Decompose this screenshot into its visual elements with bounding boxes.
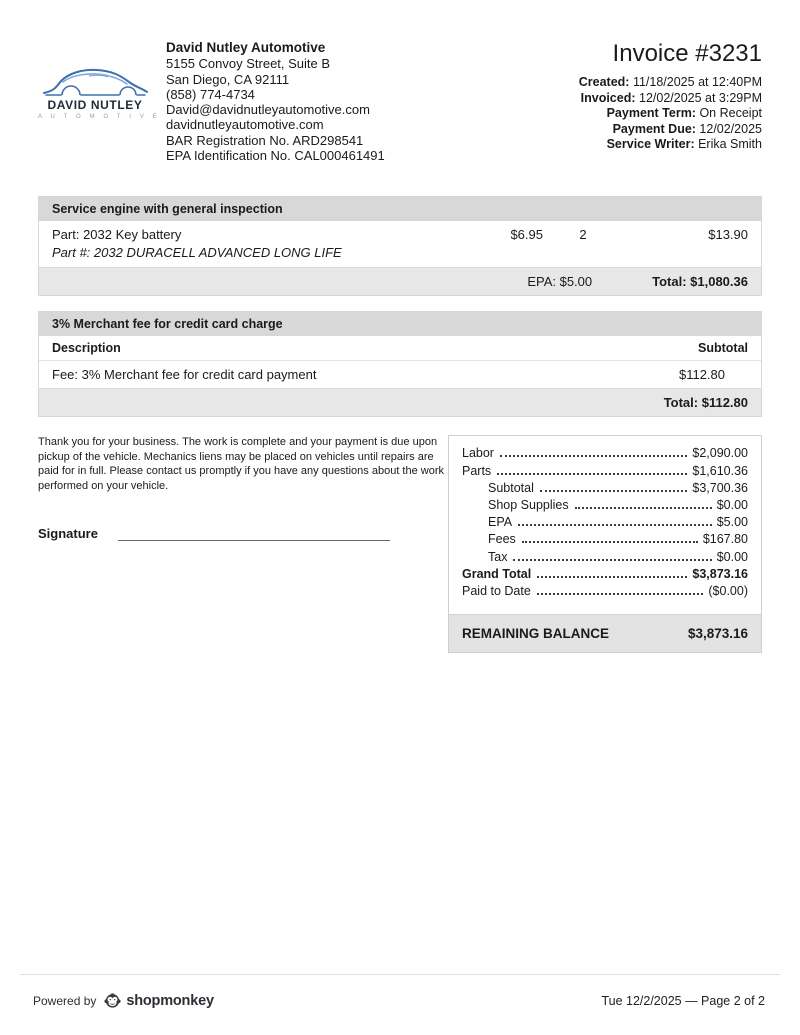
- invoice-header: [0, 0, 800, 163]
- totals-label: Parts: [462, 463, 492, 478]
- company-logo: [38, 66, 161, 163]
- remaining-balance-value: $3,873.16: [687, 626, 748, 642]
- totals-label: Paid to Date: [462, 584, 531, 598]
- company-website: davidnutleyautomotive.com: [166, 117, 324, 133]
- meta-payment-term-value: On Receipt: [695, 106, 762, 121]
- dotted-leader: [537, 593, 704, 595]
- page-footer: [0, 974, 800, 1035]
- part-name: Part: 2032 Key battery: [52, 227, 182, 243]
- meta-payment-term-label: Payment Term:: [606, 106, 696, 121]
- merchant-fee-total: Total: $112.80: [39, 388, 761, 416]
- company-address-line1: 5155 Convoy Street, Suite B: [166, 56, 331, 72]
- company-email: David@davidnutleyautomotive.com: [166, 102, 370, 118]
- meta-created-label: Created:: [578, 75, 630, 89]
- service-table: [38, 196, 762, 296]
- totals-value: $0.00: [716, 549, 748, 564]
- totals-row-subtotal: [462, 480, 748, 497]
- service-table-title: Service engine with general inspection: [39, 197, 761, 221]
- footer-row: [0, 975, 800, 1035]
- logo-wordmark: DAVID NUTLEY: [47, 98, 143, 112]
- meta-invoiced: [579, 91, 762, 107]
- invoice-meta: [579, 40, 762, 163]
- powered-by-label: Powered by: [33, 993, 97, 1008]
- dotted-leader: [500, 455, 687, 457]
- logo-subtitle: A U T O M O T I V E: [38, 114, 161, 120]
- page-info: Tue 12/2/2025 — Page 2 of 2: [601, 993, 765, 1008]
- fee-description: Fee: 3% Merchant fee for credit card payment: [52, 367, 317, 383]
- dotted-leader: [522, 541, 698, 543]
- merchant-fee-column-headers: [39, 336, 761, 361]
- dotted-leader: [497, 473, 687, 475]
- totals-label: Fees: [488, 532, 516, 547]
- totals-label: Labor: [462, 446, 494, 461]
- meta-payment-term: [579, 106, 762, 122]
- totals-row-epa: [462, 514, 748, 531]
- dotted-leader: [518, 524, 712, 526]
- totals-value: $3,873.16: [692, 566, 748, 581]
- totals-rows: [449, 436, 761, 610]
- totals-row-labor: [462, 445, 748, 462]
- shopmonkey-wordmark: shopmonkey: [126, 992, 214, 1009]
- company-name: David Nutley Automotive: [166, 40, 326, 55]
- signature-label: Signature: [38, 526, 98, 541]
- totals-label: EPA: [488, 515, 513, 530]
- thank-you-message: Thank you for your business. The work is complete and your payment is due upon pickup of the vehicle. Mechanics liens may be placed on vehicles until repairs are paid for in full. Please contact us promptly if you have any questions about the work performed on your vehicle.: [38, 436, 445, 492]
- dotted-leader: [513, 559, 711, 561]
- shopmonkey-icon: [104, 992, 121, 1009]
- totals-label: Tax: [488, 549, 508, 564]
- part-subtotal: $13.90: [708, 227, 748, 243]
- invoice-title: Invoice #3231: [612, 40, 762, 67]
- dotted-leader: [540, 490, 688, 492]
- totals-value: ($0.00): [708, 584, 748, 598]
- bottom-section: [38, 435, 762, 653]
- table-row: [39, 361, 761, 388]
- totals-row-fees: [462, 531, 748, 548]
- totals-label: Grand Total: [462, 566, 532, 581]
- totals-row-paid-to-date: [462, 583, 748, 600]
- message-column: [38, 435, 448, 541]
- part-qty: 2: [579, 227, 587, 243]
- service-table-footer: [39, 267, 761, 295]
- meta-service-writer-label: Service Writer:: [606, 137, 695, 152]
- totals-row-shop-supplies: [462, 497, 748, 514]
- totals-value: $5.00: [716, 515, 748, 530]
- meta-invoiced-value: 12/02/2025 at 3:29PM: [635, 90, 762, 105]
- company-address-line2: San Diego, CA 92111: [166, 71, 290, 87]
- totals-row-grand-total: [462, 566, 748, 583]
- company-bar-registration: BAR Registration No. ARD298541: [166, 132, 364, 148]
- company-epa-identification: EPA Identification No. CAL000461491: [166, 148, 385, 164]
- part-price: $6.95: [510, 227, 543, 243]
- totals-row-parts: [462, 463, 748, 480]
- meta-created: [579, 75, 762, 91]
- dotted-leader: [575, 507, 712, 509]
- company-info: [166, 40, 385, 163]
- totals-value: $3,700.36: [692, 480, 748, 495]
- totals-box: [448, 435, 762, 653]
- table-row: [39, 221, 761, 267]
- totals-row-tax: [462, 549, 748, 566]
- signature-row: [38, 526, 448, 541]
- meta-payment-due-label: Payment Due:: [612, 121, 696, 136]
- dotted-leader: [537, 576, 687, 578]
- totals-value: $2,090.00: [692, 446, 748, 461]
- service-total: Total: $1,080.36: [652, 274, 748, 290]
- signature-line: [118, 526, 390, 541]
- car-logo-icon: [41, 66, 149, 100]
- meta-created-value: 11/18/2025 at 12:40PM: [629, 75, 762, 89]
- service-epa-fee: EPA: $5.00: [527, 274, 593, 290]
- totals-value: $167.80: [702, 532, 748, 547]
- merchant-fee-table: [38, 311, 762, 417]
- column-subtotal: Subtotal: [698, 341, 748, 356]
- meta-service-writer: [579, 137, 762, 153]
- meta-payment-due: [579, 122, 762, 138]
- totals-label: Shop Supplies: [488, 497, 569, 512]
- merchant-fee-table-title: 3% Merchant fee for credit card charge: [39, 312, 761, 336]
- fee-subtotal: $112.80: [678, 367, 725, 383]
- totals-value: $1,610.36: [692, 463, 748, 478]
- meta-service-writer-value: Erika Smith: [694, 137, 762, 152]
- column-description: Description: [52, 341, 121, 356]
- totals-value: $0.00: [716, 497, 748, 512]
- part-number: Part #: 2032 DURACELL ADVANCED LONG LIFE: [52, 245, 342, 261]
- company-phone: (858) 774-4734: [166, 86, 255, 102]
- remaining-balance-label: REMAINING BALANCE: [462, 626, 609, 642]
- remaining-balance-bar: [449, 614, 761, 652]
- totals-label: Subtotal: [488, 480, 534, 495]
- meta-payment-due-value: 12/02/2025: [695, 121, 762, 136]
- part-description-cell: [52, 227, 453, 260]
- meta-invoiced-label: Invoiced:: [580, 90, 636, 105]
